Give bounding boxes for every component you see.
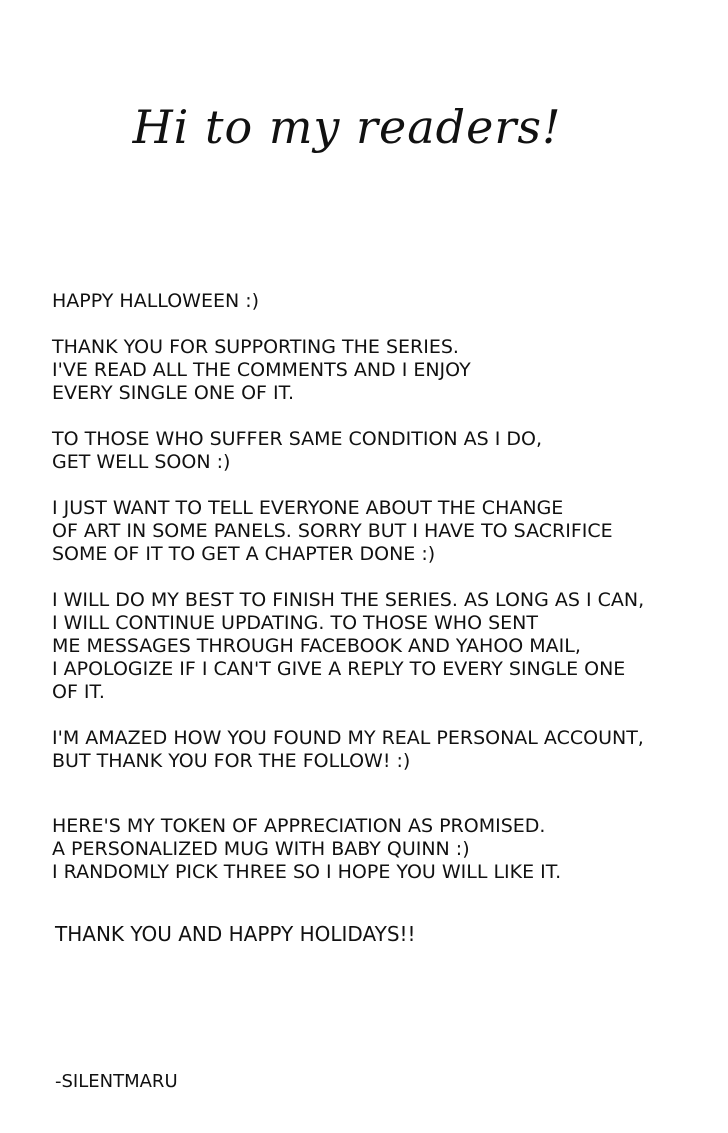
letter-line: ME MESSAGES THROUGH FACEBOOK AND YAHOO MAIL, bbox=[52, 635, 581, 657]
paragraph-greeting bbox=[52, 290, 702, 313]
closing-line: THANK YOU AND HAPPY HOLIDAYS!! bbox=[55, 922, 416, 946]
letter-line: GET WELL SOON :) bbox=[52, 451, 231, 473]
letter-line: I'VE READ ALL THE COMMENTS AND I ENJOY bbox=[52, 359, 471, 381]
signature: -SILENTMARU bbox=[55, 1071, 178, 1092]
letter-line: I RANDOMLY PICK THREE SO I HOPE YOU WILL LIKE IT. bbox=[52, 861, 562, 883]
letter-line: OF IT. bbox=[52, 681, 105, 703]
letter-line: THANK YOU FOR SUPPORTING THE SERIES. bbox=[52, 336, 459, 358]
letter-line: I WILL DO MY BEST TO FINISH THE SERIES. AS LONG AS I CAN, bbox=[52, 589, 645, 611]
letter-body bbox=[52, 290, 702, 907]
letter-line: EVERY SINGLE ONE OF IT. bbox=[52, 382, 294, 404]
paragraph-get-well bbox=[52, 428, 702, 474]
letter-line: I'M AMAZED HOW YOU FOUND MY REAL PERSONAL ACCOUNT, bbox=[52, 727, 644, 749]
letter-line: I JUST WANT TO TELL EVERYONE ABOUT THE CHANGE bbox=[52, 497, 564, 519]
letter-line: BUT THANK YOU FOR THE FOLLOW! :) bbox=[52, 750, 411, 772]
paragraph-token bbox=[52, 815, 702, 884]
letter-line: OF ART IN SOME PANELS. SORRY BUT I HAVE TO SACRIFICE bbox=[52, 520, 613, 542]
paragraph-thanks bbox=[52, 336, 702, 405]
paragraph-personal-account bbox=[52, 727, 702, 773]
letter-line: I WILL CONTINUE UPDATING. TO THOSE WHO SENT bbox=[52, 612, 538, 634]
paragraph-art-change bbox=[52, 497, 702, 566]
letter-line: I APOLOGIZE IF I CAN'T GIVE A REPLY TO EVERY SINGLE ONE bbox=[52, 658, 626, 680]
letter-line: TO THOSE WHO SUFFER SAME CONDITION AS I DO, bbox=[52, 428, 542, 450]
paragraph-updates bbox=[52, 589, 702, 704]
letter-line: HAPPY HALLOWEEN :) bbox=[52, 290, 260, 312]
letter-line: HERE'S MY TOKEN OF APPRECIATION AS PROMISED. bbox=[52, 815, 546, 837]
page-title: Hi to my readers! bbox=[132, 100, 562, 154]
letter-line: SOME OF IT TO GET A CHAPTER DONE :) bbox=[52, 543, 436, 565]
letter-line: A PERSONALIZED MUG WITH BABY QUINN :) bbox=[52, 838, 470, 860]
